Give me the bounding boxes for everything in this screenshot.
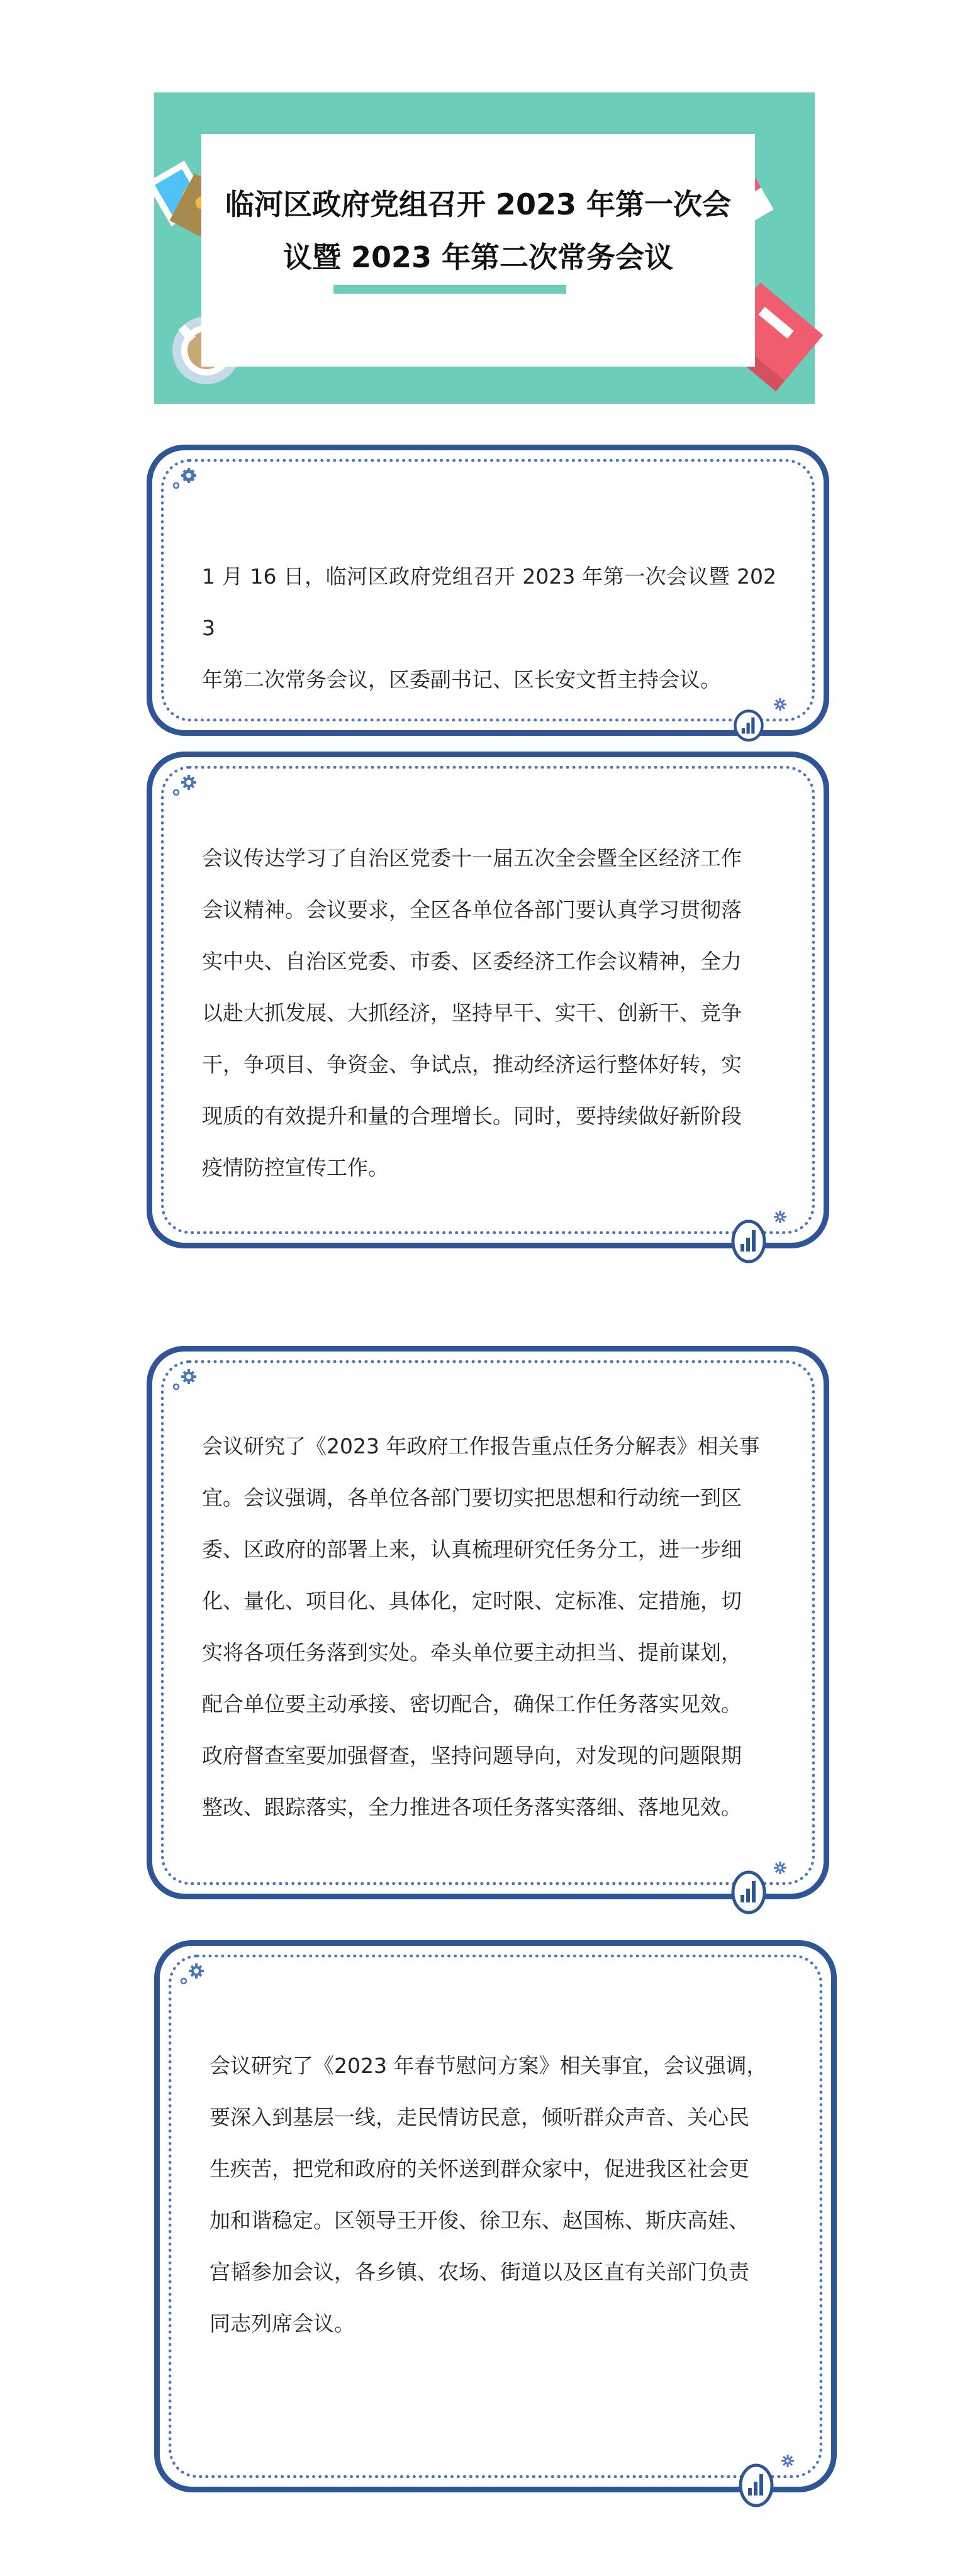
text-line: 会议精神。会议要求，全区各单位各部门要认真学习贯彻落 — [202, 897, 742, 922]
title-underline-bar — [333, 285, 566, 294]
text-line: 化、量化、项目化、具体化，定时限、定标准、定措施，切 — [202, 1589, 742, 1613]
bar-chart-badge-icon — [738, 2463, 774, 2508]
content-card-1 — [147, 445, 829, 736]
bar-chart-badge-icon — [730, 1870, 767, 1915]
bar-chart-badge-icon — [730, 1219, 767, 1264]
gear-icon — [773, 1861, 787, 1875]
text-line: 实将各项任务落到实处。牵头单位要主动担当、提前谋划， — [202, 1640, 742, 1665]
text-line: 会议研究了《2023 年政府工作报告重点任务分解表》相关事 — [202, 1434, 760, 1458]
gear-icon — [177, 1962, 209, 1987]
text-line: 会议研究了《2023 年春节慰问方案》相关事宜，会议强调， — [210, 2053, 768, 2078]
gear-icon — [170, 1368, 201, 1393]
text-line: 整改、跟踪落实，全力推进各项任务落实落细、落地见效。 — [202, 1795, 742, 1819]
text-line: 会议传达学习了自治区党委十一届五次全会暨全区经济工作 — [202, 846, 742, 870]
card-4-text — [210, 2040, 784, 2350]
content-card-4 — [154, 1940, 837, 2492]
text-line: 配合单位要主动承接、密切配合，确保工作任务落实见效。 — [202, 1692, 742, 1716]
gear-icon — [773, 1210, 787, 1224]
title-line-1: 临河区政府党组召开 2023 年第一次会 — [225, 187, 732, 221]
gear-icon — [170, 467, 201, 492]
text-line: 以赴大抓发展、大抓经济，坚持早干、实干、创新干、竞争 — [202, 1001, 742, 1025]
text-line: 要深入到基层一线，走民情访民意，倾听群众声音、关心民 — [210, 2105, 749, 2129]
card-3-text — [202, 1421, 776, 1833]
text-line: 年第二次常务会议，区委副书记、区长安文哲主持会议。 — [202, 667, 721, 692]
title-line-2: 议暨 2023 年第二次常务会议 — [282, 240, 674, 274]
gear-icon — [773, 697, 787, 711]
text-line: 生疾苦，把党和政府的关怀送到群众家中，促进我区社会更 — [210, 2157, 749, 2181]
bar-chart-badge-icon — [730, 709, 767, 748]
text-line: 委、区政府的部署上来，认真梳理研究任务分工，进一步细 — [202, 1537, 742, 1562]
text-line: 加和谐稳定。区领导王开俊、徐卫东、赵国栋、斯庆高娃、 — [210, 2208, 749, 2233]
page-title — [201, 178, 755, 284]
gear-icon — [781, 2454, 795, 2468]
banner-inner-panel — [201, 134, 755, 367]
text-line: 疫情防控宣传工作。 — [202, 1155, 389, 1180]
card-2-text — [202, 833, 776, 1194]
header-banner — [154, 92, 815, 404]
text-line: 政府督查室要加强督查，坚持问题导向，对发现的问题限期 — [202, 1743, 742, 1768]
text-line: 宫韬参加会议，各乡镇、农场、街道以及区直有关部门负责 — [210, 2260, 749, 2284]
card-1-text — [202, 551, 776, 706]
text-line: 干，争项目、争资金、争试点，推动经济运行整体好转，实 — [202, 1052, 742, 1077]
text-line: 宜。会议强调，各单位各部门要切实把思想和行动统一到区 — [202, 1485, 742, 1510]
content-card-2 — [147, 752, 829, 1248]
gear-icon — [170, 774, 201, 799]
text-line: 实中央、自治区党委、市委、区委经济工作会议精神，全力 — [202, 949, 742, 974]
text-line: 1 月 16 日，临河区政府党组召开 2023 年第一次会议暨 2023 — [202, 564, 776, 640]
content-card-3 — [147, 1346, 829, 1899]
text-line: 现质的有效提升和量的合理增长。同时，要持续做好新阶段 — [202, 1104, 742, 1128]
text-line: 同志列席会议。 — [210, 2311, 355, 2336]
